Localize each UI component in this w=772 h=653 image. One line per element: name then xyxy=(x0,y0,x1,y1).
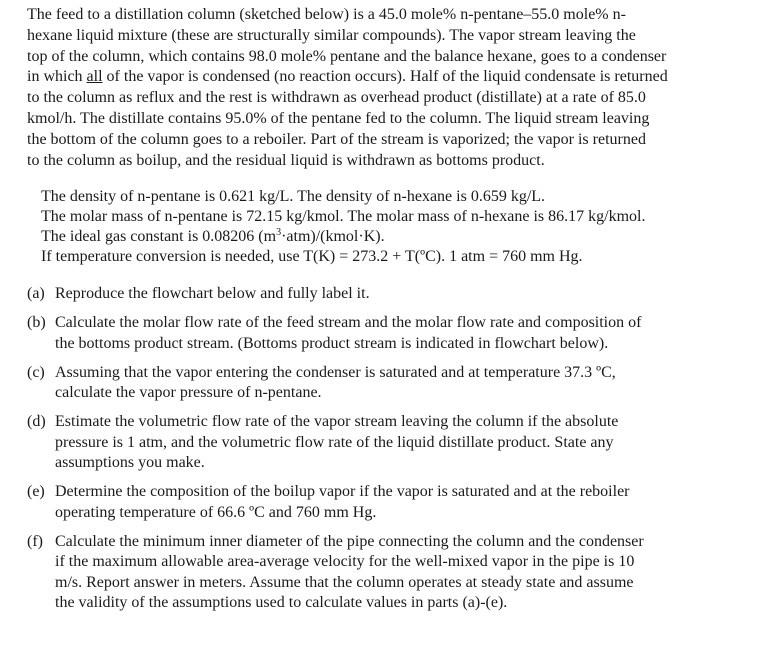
gas-constant-suffix: ·atm)/(kmol·K). xyxy=(281,228,385,246)
intro-emphasis-all: all xyxy=(86,68,103,86)
part-b xyxy=(27,313,742,354)
density-line: The density of n-pentane is 0.621 kg/L. The density of n-hexane is 0.659 kg/L. xyxy=(41,188,546,206)
part-label: (f) xyxy=(27,532,43,550)
part-text: Estimate the volumetric flow rate of the vapor stream leaving the column if the absolute pressure is 1 atm, and the volumetric flow rate of the liquid distillate product. State any assumptions you make. xyxy=(55,413,619,472)
gas-constant-prefix: The ideal gas constant is 0.08206 (m xyxy=(41,228,277,246)
part-e xyxy=(27,482,742,523)
part-text: Determine the composition of the boilup vapor if the vapor is saturated and at the reboiler operating temperature of 66.6 ºC and 760 mm Hg. xyxy=(55,483,630,521)
part-label: (e) xyxy=(27,483,45,501)
part-label: (b) xyxy=(27,314,46,332)
problem-statement xyxy=(27,5,742,171)
gas-constant-exponent: 3 xyxy=(276,227,282,239)
given-constants xyxy=(41,187,742,267)
part-f xyxy=(27,532,742,614)
part-label: (d) xyxy=(27,413,46,431)
intro-text-part2: of the vapor is condensed (no reaction occurs). Half of the liquid condensate is returned to the column as reflux and the rest is withdrawn as overhead product (distillate) at a rate of 85.0 kmol/h. The distillate contains 95.0% of the pentane fed to the column. The liquid stream leaving the bottom of the column goes to a reboiler. Part of the stream is vaporized; the vapor is returned to the column as boilup, and the residual liquid is withdrawn as bottoms product. xyxy=(27,68,668,169)
part-text: Assuming that the vapor entering the condenser is saturated and at temperature 37.3 ºC, calculate the vapor pressure of n-pentane. xyxy=(55,363,616,402)
temperature-line: If temperature conversion is needed, use T(K) = 273.2 + T(ºC). 1 atm = 760 mm Hg. xyxy=(41,248,583,266)
part-text: Calculate the minimum inner diameter of the pipe connecting the column and the condenser if the maximum allowable area-average velocity for the well-mixed vapor in the pipe is 10 m/s. Report answer in meters. Assume that the column operates at steady state and assume the validity of the assumptions used to calculate values in parts (a)-(e). xyxy=(55,532,644,612)
part-text: Reproduce the flowchart below and fully label it. xyxy=(55,285,370,303)
part-c xyxy=(27,363,742,404)
question-parts xyxy=(27,284,742,614)
part-label: (a) xyxy=(27,285,45,303)
part-text: Calculate the molar flow rate of the feed stream and the molar flow rate and composition of the bottoms product stream. (Bottoms product stream is indicated in flowchart below). xyxy=(55,314,642,352)
gas-constant-line xyxy=(41,227,742,247)
part-label: (c) xyxy=(27,363,45,381)
part-d xyxy=(27,412,742,474)
molar-mass-line: The molar mass of n-pentane is 72.15 kg/kmol. The molar mass of n-hexane is 86.17 kg/kmol. xyxy=(41,208,646,226)
intro-text-part1: The feed to a distillation column (sketched below) is a 45.0 mole% n-pentane–55.0 mole% n- hexane liquid mixture (these are structurally similar compounds). The vapor stream leaving the top of the column, which contains 98.0 mole% pentane and the balance hexane, goes to a condenser in which xyxy=(27,6,667,86)
part-a xyxy=(27,284,742,305)
